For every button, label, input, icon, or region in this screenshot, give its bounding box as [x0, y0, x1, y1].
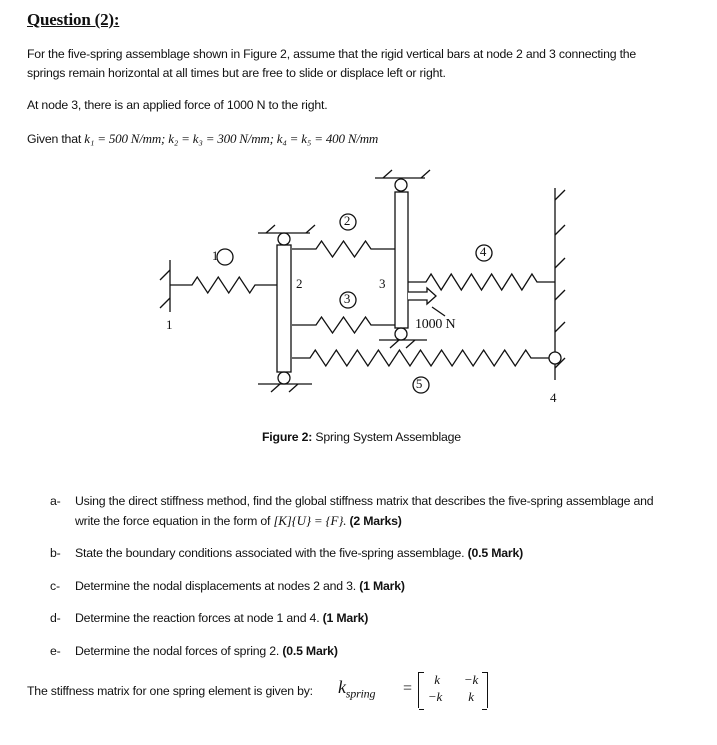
matrix-cell: −k [427, 689, 443, 704]
q-a-marks: (2 Marks) [349, 514, 402, 528]
k-symbol: k [338, 677, 346, 697]
node-label-2: 2 [296, 276, 303, 291]
given-prefix: Given that [27, 132, 85, 146]
matrix-cell: −k [463, 672, 479, 687]
force-label: 1000 N [415, 317, 456, 332]
roller-bottom-node-3 [395, 328, 407, 340]
wall-hatch [160, 270, 170, 280]
q-e-text: Determine the nodal forces of spring 2. [75, 644, 283, 658]
q-b-marks: (0.5 Mark) [467, 546, 524, 560]
spring-label-4: 4 [479, 244, 487, 259]
question-a-line-2 [75, 513, 402, 529]
ground-top-node-3-hatch [383, 170, 392, 178]
spring-3 [292, 317, 395, 333]
matrix-cell: k [434, 672, 440, 687]
question-a-line-1: Using the direct stiffness method, find the global stiffness matrix that describes the five-spring assemblage and [75, 494, 654, 508]
given-equation: k₁ = 500 N/mm; k₂ = k₃ = 300 N/mm; k₄ = k₅ = 400 N/mm [84, 131, 379, 146]
question-e-letter: e- [50, 644, 61, 658]
figure-caption [262, 430, 461, 444]
spring-4 [408, 274, 555, 290]
footer-text: The stiffness matrix for one spring element is given by: [27, 684, 313, 698]
force-text: At node 3, there is an applied force of 1000 N to the right. [27, 98, 328, 112]
question-d [75, 611, 368, 625]
intro-line-2: springs remain horizontal at all times but are free to slide or displace left or right. [27, 66, 446, 80]
question-b [75, 546, 523, 560]
force-arrow [408, 288, 436, 304]
spring-label-5: 5 [415, 376, 423, 391]
q-a-equation: [K]{U} = {F}. [273, 513, 347, 528]
q-d-marks: (1 Mark) [322, 611, 369, 625]
question-d-letter: d- [50, 611, 61, 625]
ground-bottom-node-2-hatch [271, 384, 280, 392]
force-leader [432, 307, 445, 316]
wall-hatch [555, 322, 565, 332]
roller-top-node-3 [395, 179, 407, 191]
spring-1 [170, 277, 277, 293]
wall-hatch [555, 190, 565, 200]
ground-bottom-node-3-hatch [390, 340, 399, 348]
spring-label-2: 2 [343, 213, 351, 228]
q-b-text: State the boundary conditions associated with the five-spring assemblage. [75, 546, 468, 560]
spring-2 [292, 241, 395, 257]
roller-bottom-node-2 [278, 372, 290, 384]
caption-bold: Figure 2: [262, 430, 313, 444]
spring-label-1: 1 [211, 248, 219, 263]
q-a-text: write the force equation in the form of [75, 514, 274, 528]
ground-top-node-3-hatch [421, 170, 430, 178]
ground-top-node-2-hatch [306, 225, 315, 233]
k-subscript: spring [345, 686, 376, 701]
question-b-letter: b- [50, 546, 61, 560]
q-e-marks: (0.5 Mark) [282, 644, 338, 658]
spring-5 [292, 350, 549, 366]
intro-line-1: For the five-spring assemblage shown in Figure 2, assume that the rigid vertical bars at node 2 and 3 connecting the [27, 47, 637, 61]
q-c-marks: (1 Mark) [359, 579, 405, 593]
matrix-cell: k [468, 689, 474, 704]
node-label-1: 1 [166, 317, 173, 332]
wall-hatch [555, 258, 565, 268]
ground-bottom-node-2-hatch [289, 384, 298, 392]
wall-hatch [555, 290, 565, 300]
spring-label-3: 3 [343, 291, 351, 306]
question-a-letter: a- [50, 494, 61, 508]
roller-top-node-2 [278, 233, 290, 245]
wall-hatch [160, 298, 170, 308]
wall-hatch [555, 225, 565, 235]
node-label-4: 4 [550, 390, 557, 405]
rigid-bar-node-2 [277, 245, 291, 372]
question-c [75, 579, 405, 593]
caption-text: Spring System Assemblage [312, 430, 461, 444]
question-title: Question (2): [27, 10, 120, 29]
footer-equals: = [403, 680, 412, 697]
roller-node-4 [549, 352, 561, 364]
q-d-text: Determine the reaction forces at node 1 and 4. [75, 611, 323, 625]
ground-top-node-2-hatch [266, 225, 275, 233]
stiffness-matrix [418, 672, 488, 708]
q-c-text: Determine the nodal displacements at nodes 2 and 3. [75, 579, 360, 593]
footer-lhs [338, 677, 375, 702]
node-label-3: 3 [379, 276, 386, 291]
question-e [75, 644, 338, 658]
rigid-bar-node-3 [395, 192, 408, 328]
question-c-letter: c- [50, 579, 60, 593]
ground-bottom-node-3-hatch [406, 340, 415, 348]
